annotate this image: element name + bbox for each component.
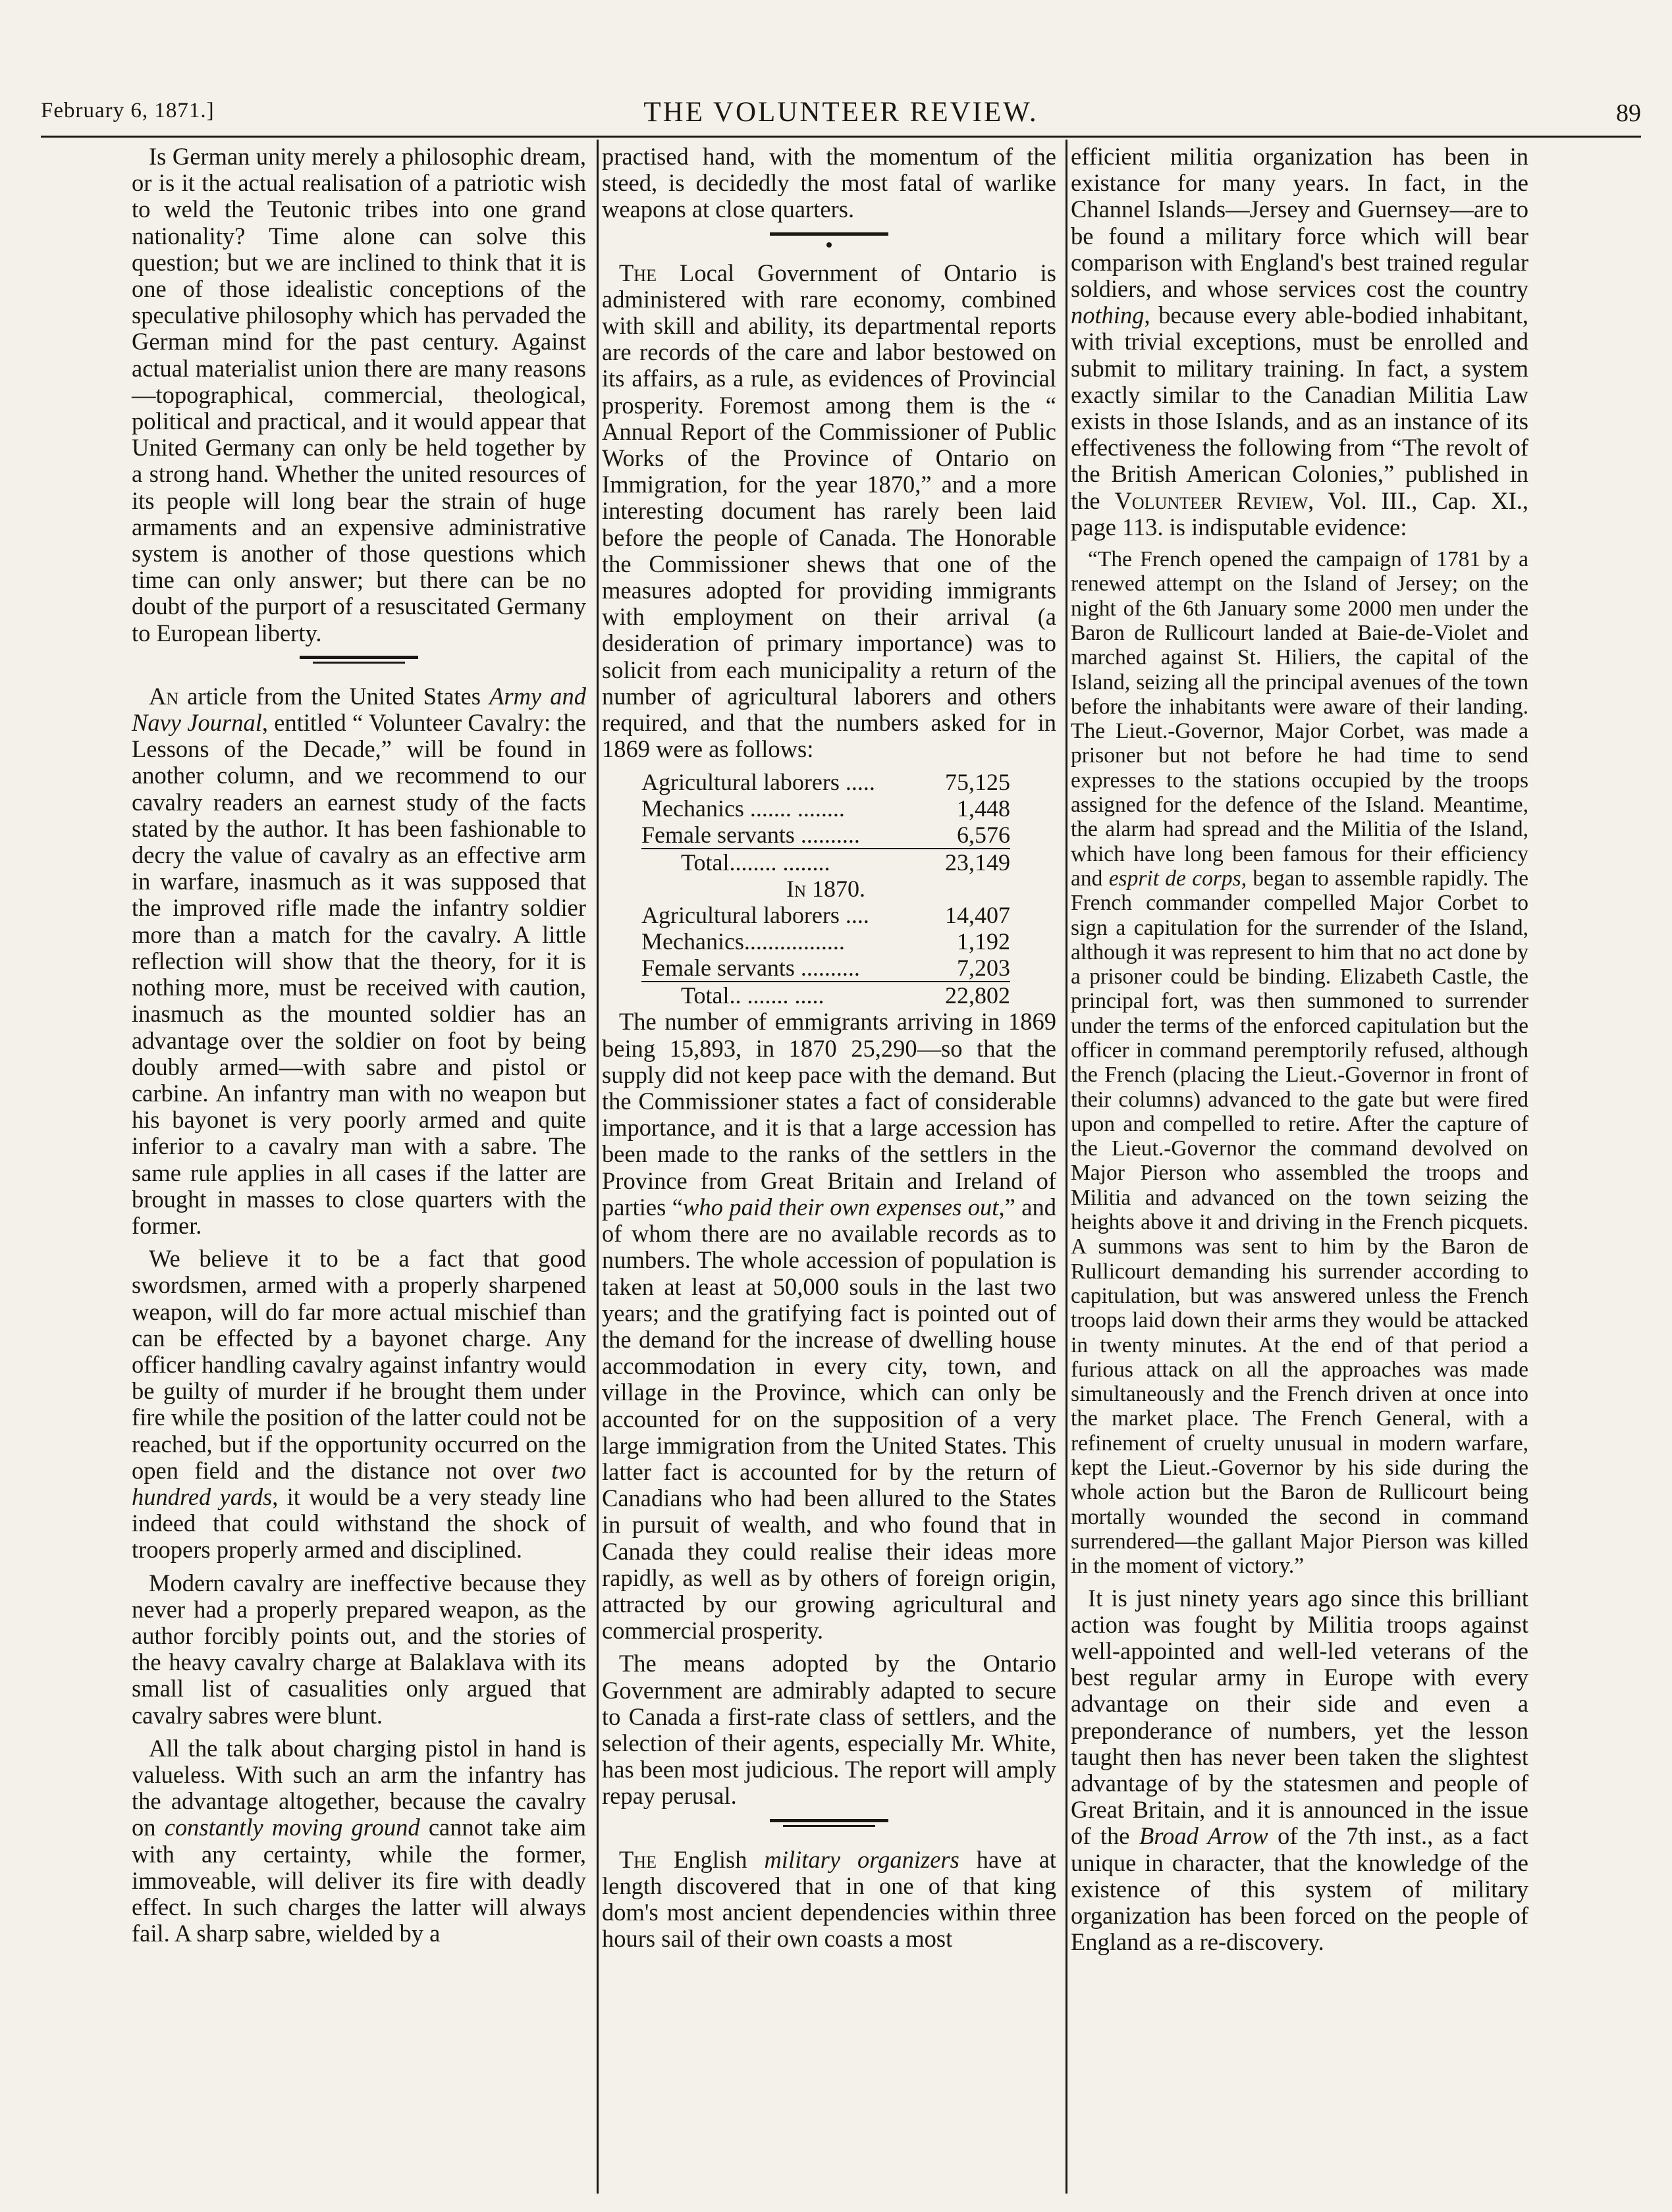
text-run: of the 7th inst., as a fact unique in character, that the knowledge of the existence of this system of military organization has been forced on the people of England as a re-discovery. <box>1071 1822 1528 1956</box>
immigration-table <box>641 769 1010 1009</box>
text-run: “The French opened the campaign of 1781 by a renewed attempt on the Island of Jersey; on the night of the 6th January some 2000 men under the Baron de Rullicourt landed at Baie-de-Violet and marched against St. Hiliers, the capital of the Island, seizing all the principal avenues of the town before the inhabitants were aware of their landing. The Lieut.-Governor, Major Corbet, was made a prisoner but not before he had time to send expresses to the stations occupied by the troops assigned for the defence of the Island. Meantime, the alarm had spread and the Militia of the Island, which have long been famous for their efficiency and <box>1071 547 1528 891</box>
column-3 <box>1071 144 1528 1962</box>
row-label: Female servants .......... <box>641 822 860 849</box>
total-row <box>641 849 1010 876</box>
row-value: 7,203 <box>957 955 1010 982</box>
paragraph-continued <box>1071 144 1528 540</box>
text-run: article from the United States <box>178 682 490 710</box>
issue-date: February 6, 1871.] <box>41 99 215 122</box>
year-heading-row <box>641 876 1010 902</box>
text-run: , Vol. III., Cap. XI., page 113. is indisputable evidence: <box>1071 487 1528 540</box>
text-run: The number of emmigrants arriving in 1869 being 15,893, in 1870 25,290—so that the supply did not keep pace with the demand. But the Commissioner states a fact of considerable importance, and it is that a large accession has been made to the ranks of the settlers in the Province from Great Britain and Ireland of parties “ <box>602 1008 1056 1221</box>
table-row <box>641 955 1010 982</box>
year-heading: In 1870. <box>786 876 866 903</box>
paragraph: Modern cavalry are ineffective because they never had a properly prepared weapon, as the author forcibly points out, and the stories of the heavy cavalry charge at Balaklava with its small list of casualities only argued that cavalry sabres were blunt. <box>132 1569 586 1729</box>
section-divider <box>602 232 1056 246</box>
table-row <box>641 795 1010 822</box>
page-number: 89 <box>1616 99 1641 127</box>
table-row <box>641 928 1010 955</box>
row-label: Total........ ........ <box>641 849 896 876</box>
emphasis: two hundred yards <box>132 1456 586 1510</box>
row-value: 1,192 <box>957 928 1010 955</box>
column-2 <box>602 144 1056 1959</box>
row-label: Agricultural laborers ..... <box>641 769 875 796</box>
text-run: , because every able-bodied inhabitant, with trivial exceptions, must be enrolled and submit to military training. In fact, a system exactly similar to the Canadian Militia Law exists in those Islands, and as an instance of its effectiveness the following from “The revolt of the British American Colonies,” published in the <box>1071 302 1528 514</box>
row-label: Total.. ....... ..... <box>641 982 896 1009</box>
paragraph: The means adopted by the Ontario Government are admirably adapted to secure to Canada a first-rate class of settlers, and the selection of their agents, especially Mr. White, has been most judicious. The report will amply repay perusal. <box>602 1650 1056 1810</box>
total-row <box>641 982 1010 1009</box>
row-value: 23,149 <box>896 849 1010 876</box>
row-value: 22,802 <box>896 982 1010 1009</box>
text-run: Local Government of Ontario is administered with rare economy, combined with skill and ability, its departmental reports are records of the care and labor bestowed on its affairs, as a rule, as evidences of Provincial prosperity. Foremost among them is the “ Annual Report of the Commissioner of Public Works of the Province of Ontario on Immigration, for the year 1870,” and a more interesting document has rarely been laid before the people of Canada. The Honorable the Commissioner shews that one of the measures adopted for providing immigrants with employment on their arrival (a desideration of primary importance) was to solicit from each municipality a return of the number of agricultural laborers and others required, and that the numbers asked for in 1869 were as follows: <box>602 259 1056 763</box>
paragraph <box>132 1735 586 1947</box>
table-row <box>641 902 1010 928</box>
table-row <box>641 769 1010 795</box>
lead-word: The <box>619 1845 657 1873</box>
text-run: ,” and of whom there are no available records as to numbers. The whole accession of population is taken at least at 50,000 souls in the last two years; and the gratifying fact is pointed out of the demand for the increase of dwelling house accommodation in every city, town, and village in the Province, which can only be accounted for on the supposition of a very large immigration from the United States. This latter fact is accounted for by the return of Canadians who had been allured to the States in pursuit of wealth, and who found that in Canada they could realise their ideas more rapidly, as well as by others of foreign origin, attracted by our growing agricultural and commercial prosperity. <box>602 1193 1056 1645</box>
paragraph <box>602 1009 1056 1644</box>
paragraph-continued: practised hand, with the momentum of the steed, is decidedly the most fatal of warlike weapons at close quarters. <box>602 143 1056 223</box>
page-header <box>41 99 1641 133</box>
text-run: , began to assemble rapidly. The French commander compelled Major Corbet to sign a capitulation for the surrender of the Island, although it was represent to him that no act done by a prisoner could be binding. Elizabeth Castle, the principal fort, was then summoned to surrender under the terms of the enforced capitulation but the officer in command peremptorily refused, although the French (placing the Lieut.-Governor in front of their columns) advanced to the gate but were fired upon and compelled to retire. After the capture of the Lieut.-Governor the command devolved on Major Pierson who assembled the troops and Militia and advanced on the town seizing the heights above it and driving in the French picquets. A summons was sent to him by the Baron de Rullicourt demanding his surrender according to capitulation, but was answered unless the French troops laid down their arms they would be attacked in twenty minutes. At the end of that period a furious attack on all the approaches was made simultaneously and the French driven at once into the market place. The French General, with a refinement of cruelty unusual in modern warfare, kept the Lieut.-Governor by his side during the whole action but the Baron de Rullicourt being mortally wounded the second in command surrendered—the gallant Major Pierson was killed in the moment of victory.” <box>1071 866 1529 1579</box>
editorial-german-unity: Is German unity merely a philosophic dream, or is it the actual realisation of a patriotic wish to weld the Teutonic tribes into one grand nationality? Time alone can solve this question; but we are inclined to think that it is one of those idealistic conceptions of the speculative philosophy which has pervaded the German mind for the past century. Against actual materialist union there are many reasons—topographical, commercial, theological, political and practical, and it would appear that United Germany can only be held together by a strong hand. Whether the united resources of its people will long bear the strain of huge armaments and an expensive administrative system is another of those questions which time can only answer; but there can be no doubt of the purport of a resuscitated Germany to European liberty. <box>132 143 586 646</box>
newspaper-title: Broad Arrow <box>1139 1822 1268 1850</box>
emphasis: constantly moving ground <box>164 1814 420 1841</box>
emphasis: who paid their own expenses out <box>683 1193 999 1221</box>
block-quote <box>1071 547 1528 1578</box>
publication-name: Volunteer Review <box>1114 487 1308 514</box>
editorial-cavalry <box>132 683 586 1239</box>
text-run: have at length discovered that in one of that king dom's most ancient dependencies within three hours sail of their own coasts a most <box>602 1845 1056 1953</box>
column-rule <box>597 140 599 2194</box>
journal-title: Army and Navy Journal <box>132 682 587 737</box>
column-1 <box>132 144 586 1953</box>
row-value: 6,576 <box>957 822 1010 849</box>
lead-word: The <box>619 259 657 286</box>
row-label: Mechanics................. <box>641 928 845 955</box>
section-divider <box>602 1819 1056 1832</box>
text-run: All the talk about charging pistol in hand is valueless. With such an arm the infantry has the advantage altogether, because the cavalry on <box>132 1734 586 1841</box>
lead-word: An <box>149 682 179 710</box>
text-run: It is just ninety years ago since this brilliant action was fought by Militia troops against well-appointed and well-led veterans of the best regular army in Europe with every advantage on their side and even a preponderance of numbers, yet the lesson taught then has never been taken the slightest advantage of by the statesmen and people of Great Britain, and it is announced in the issue of the <box>1071 1584 1528 1850</box>
text-run: English <box>656 1845 765 1873</box>
text-run: , entitled “ Volunteer Cavalry: the Lessons of the Decade,” will be found in another column, and we recommend to our cavalry readers an earnest study of the facts stated by the author. It has been fashionable to decry the value of cavalry as an effective arm in warfare, inasmuch as it was supposed that the improved rifle made the infantry soldier more than a match for the cavalry. A little reflection will show that the theory, for it is nothing more, must be received with caution, inasmuch as the mounted soldier has an advantage over the soldier on foot by being doubly armed—with sabre and pistol or carbine. An infantry man with no weapon but his bayonet is very poorly armed and quite inferior to a cavalry man with a sabre. The same rule applies in all cases if the latter are brought in masses to close quarters with the former. <box>132 709 586 1239</box>
editorial-military-organizers <box>602 1847 1056 1953</box>
row-value: 14,407 <box>945 902 1010 929</box>
row-label: Mechanics ....... ........ <box>641 795 845 822</box>
paragraph <box>132 1246 586 1563</box>
row-value: 75,125 <box>945 769 1010 796</box>
text-run: cannot take aim with any certainty, while the former, immoveable, will deliver its fire with deadly effect. In such charges the latter will always fail. A sharp sabre, wielded by a <box>132 1814 587 1947</box>
row-value: 1,448 <box>957 795 1010 822</box>
text-run: We believe it to be a fact that good swordsmen, armed with a properly sharpened weapon, will do far more actual mischief than can be effected by a bayonet charge. Any officer handling cavalry against infantry would be guilty of murder if he brought them under fire while the position of the latter could not be reached, but if the opportunity occurred on the open field and the distance not over <box>132 1245 586 1484</box>
text-run: efficient militia organization has been in existance for many years. In fact, in the Channel Islands—Jersey and Guernsey—are to be found a military force which will bear comparison with England's best trained regular soldiers, and whose services cost the country <box>1071 143 1528 303</box>
table-row <box>641 822 1010 849</box>
emphasis: military organizers <box>764 1845 959 1873</box>
editorial-ontario-immigration <box>602 260 1056 763</box>
row-label: Agricultural laborers .... <box>641 902 869 929</box>
paragraph <box>1071 1585 1528 1956</box>
publication-title: THE VOLUNTEER REVIEW. <box>643 97 1038 128</box>
row-label: Female servants .......... <box>641 955 860 982</box>
header-rule <box>41 136 1641 138</box>
emphasis: esprit de corps <box>1108 866 1241 891</box>
column-rule <box>1065 140 1067 2194</box>
section-divider <box>132 656 586 669</box>
emphasis: nothing <box>1071 302 1145 329</box>
text-run: , it would be a very steady line indeed that could withstand the shock of troopers properly armed and disciplined. <box>132 1483 586 1564</box>
